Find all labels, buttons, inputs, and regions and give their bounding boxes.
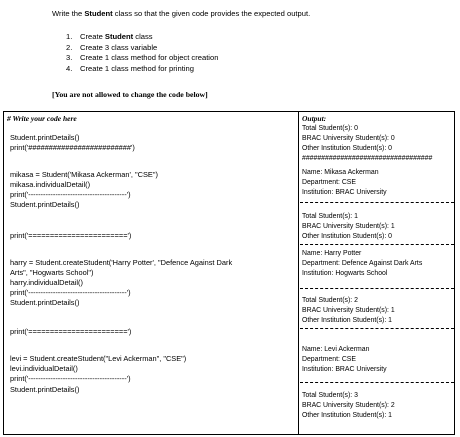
task-text: Create xyxy=(80,32,105,41)
output-line: Total Student(s): 0 xyxy=(302,125,358,132)
task-text: Create 1 class method for printing xyxy=(80,63,194,73)
task-item xyxy=(66,32,218,43)
code-line: harry.individualDetail() xyxy=(10,278,83,287)
output-line: Total Student(s): 3 xyxy=(302,392,358,399)
output-line: Total Student(s): 1 xyxy=(302,213,358,220)
output-column-header: Output: xyxy=(302,114,327,123)
output-separator xyxy=(300,328,454,329)
code-line: mikasa.individualDetail() xyxy=(10,180,91,189)
task-number: 3. xyxy=(66,53,73,62)
output-separator xyxy=(300,288,454,289)
code-line: print('----------------------------------------') xyxy=(10,288,131,297)
output-line: Department: CSE xyxy=(302,179,356,186)
code-line: print('----------------------------------------') xyxy=(10,190,131,199)
task-number: 4. xyxy=(66,63,73,73)
task-number: 2. xyxy=(66,42,73,52)
code-line: harry = Student.createStudent('Harry Potter', "Defence Against Dark xyxy=(10,258,233,267)
output-line: Institution: BRAC University xyxy=(302,189,387,196)
code-line: print('=======================') xyxy=(10,231,132,240)
task-text: Create 1 class method for object creation xyxy=(80,53,219,62)
task-list xyxy=(66,32,218,74)
column-divider xyxy=(298,112,299,434)
code-line: print('----------------------------------------') xyxy=(10,374,131,383)
task-text-end: class xyxy=(133,32,153,41)
task-text: Create 3 class variable xyxy=(80,42,158,52)
output-line: Name: Mikasa Ackerman xyxy=(302,169,379,176)
output-line: Name: Harry Potter xyxy=(302,250,362,257)
instruction-text xyxy=(52,9,310,18)
output-line: BRAC University Student(s): 1 xyxy=(302,223,395,230)
output-line: Institution: BRAC University xyxy=(302,366,387,373)
code-line: mikasa = Student('Mikasa Ackerman', "CSE") xyxy=(10,170,158,179)
code-line: print('=======================') xyxy=(10,327,132,336)
code-line: Arts", "Hogwarts School") xyxy=(10,268,94,277)
code-line: Student.printDetails() xyxy=(10,385,80,394)
code-line: print('#########################') xyxy=(10,143,135,152)
output-separator xyxy=(300,244,454,245)
instruction-prefix: Write the xyxy=(52,9,85,18)
output-separator xyxy=(300,202,454,203)
output-line: BRAC University Student(s): 0 xyxy=(302,135,395,142)
output-line: BRAC University Student(s): 2 xyxy=(302,402,395,409)
code-line: levi = Student.createStudent("Levi Ackerman", "CSE") xyxy=(10,354,187,363)
output-line: Institution: Hogwarts School xyxy=(302,270,388,277)
task-item xyxy=(66,43,218,54)
instruction-class-name: Student xyxy=(84,9,113,18)
task-item xyxy=(66,64,218,75)
instruction-suffix: class so that the given code provides the expected output. xyxy=(112,9,311,18)
task-bold: Student xyxy=(104,32,134,41)
code-line: Student.printDetails() xyxy=(10,200,80,209)
code-line: levi.individualDetail() xyxy=(10,364,78,373)
output-line: Other Institution Student(s): 1 xyxy=(302,412,393,419)
output-line: Name: Levi Ackerman xyxy=(302,346,370,353)
output-line: BRAC University Student(s): 1 xyxy=(302,307,395,314)
output-line: Other Institution Student(s): 0 xyxy=(302,145,393,152)
code-output-table xyxy=(3,111,455,435)
code-line: Student.printDetails() xyxy=(10,133,80,142)
task-item xyxy=(66,53,218,64)
code-column-header: # Write your code here xyxy=(7,114,77,123)
output-line: ################################## xyxy=(302,155,433,162)
output-line: Total Student(s): 2 xyxy=(302,297,358,304)
output-line: Other Institution Student(s): 0 xyxy=(302,233,393,240)
warning-note: [You are not allowed to change the code below] xyxy=(52,90,208,99)
output-line: Other Institution Student(s): 1 xyxy=(302,317,393,324)
output-line: Department: CSE xyxy=(302,356,356,363)
code-line: Student.printDetails() xyxy=(10,298,80,307)
output-separator xyxy=(300,382,454,383)
output-line: Department: Defence Against Dark Arts xyxy=(302,260,423,267)
task-number: 1. xyxy=(66,32,73,41)
